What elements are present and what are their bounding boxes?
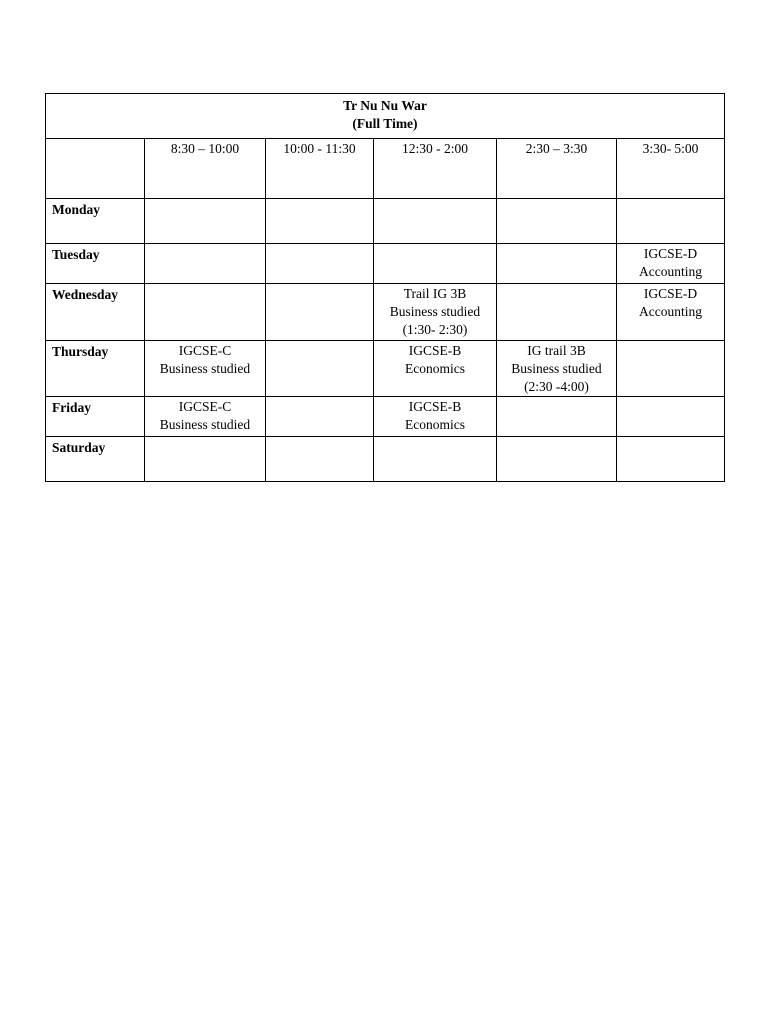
schedule-cell — [617, 397, 725, 437]
schedule-cell — [145, 437, 266, 482]
schedule-cell — [145, 284, 266, 341]
class-entry — [374, 397, 496, 434]
class-entry — [266, 244, 373, 245]
class-entry-line: IGCSE-C — [178, 399, 232, 414]
schedule-cell — [617, 199, 725, 244]
class-entry — [374, 284, 496, 339]
class-entry — [617, 284, 724, 321]
schedule-cell — [266, 284, 374, 341]
schedule-cell — [374, 397, 497, 437]
time-slot-header: 12:30 - 2:00 — [374, 139, 497, 199]
time-slot-header-row — [46, 139, 725, 199]
class-entry — [266, 397, 373, 398]
schedule-cell — [266, 437, 374, 482]
class-entry — [374, 244, 496, 245]
class-entry — [497, 199, 616, 200]
schedule-cell — [145, 244, 266, 284]
time-slot-header: 8:30 – 10:00 — [145, 139, 266, 199]
class-entry-line: Economics — [405, 361, 465, 376]
timetable — [45, 93, 725, 482]
title-row — [46, 94, 725, 139]
corner-cell — [46, 139, 145, 199]
class-entry-line: Business studied — [159, 361, 251, 376]
class-entry-line: Business studied — [389, 304, 481, 319]
class-entry — [145, 284, 265, 285]
class-entry-line: (2:30 -4:00) — [524, 379, 589, 394]
class-entry-line: IGCSE-C — [178, 343, 232, 358]
schedule-cell — [617, 244, 725, 284]
class-entry-line: IG trail 3B — [527, 343, 586, 358]
schedule-cell — [374, 199, 497, 244]
schedule-cell — [617, 341, 725, 397]
day-row-thursday — [46, 341, 725, 397]
employment-type: (Full Time) — [352, 116, 418, 131]
timetable-title — [46, 94, 725, 139]
class-entry — [497, 437, 616, 438]
class-entry-line: Economics — [405, 417, 465, 432]
schedule-cell — [266, 244, 374, 284]
schedule-cell — [145, 397, 266, 437]
class-entry — [266, 284, 373, 285]
class-entry — [145, 437, 265, 438]
class-entry — [497, 341, 616, 396]
day-label: Wednesday — [46, 284, 145, 341]
schedule-cell — [374, 284, 497, 341]
schedule-cell — [266, 341, 374, 397]
day-row-friday — [46, 397, 725, 437]
day-label: Friday — [46, 397, 145, 437]
schedule-cell — [374, 244, 497, 284]
class-entry-line: (1:30- 2:30) — [402, 322, 468, 337]
class-entry — [617, 244, 724, 281]
day-row-wednesday — [46, 284, 725, 341]
class-entry — [145, 244, 265, 245]
time-slot-header: 3:30- 5:00 — [617, 139, 725, 199]
class-entry — [617, 437, 724, 438]
class-entry-line: Business studied — [511, 361, 602, 376]
class-entry-line: Business studied — [159, 417, 251, 432]
class-entry-line: IGCSE-B — [408, 343, 462, 358]
schedule-cell — [374, 341, 497, 397]
class-entry — [617, 341, 724, 342]
day-label: Tuesday — [46, 244, 145, 284]
class-entry-line: Accounting — [639, 264, 702, 279]
class-entry — [145, 341, 265, 378]
class-entry — [374, 199, 496, 200]
class-entry — [145, 397, 265, 434]
class-entry — [266, 341, 373, 342]
class-entry — [145, 199, 265, 200]
class-entry — [497, 397, 616, 398]
schedule-cell — [266, 397, 374, 437]
class-entry — [617, 397, 724, 398]
schedule-cell — [497, 284, 617, 341]
class-entry — [617, 199, 724, 200]
schedule-cell — [374, 437, 497, 482]
day-label: Saturday — [46, 437, 145, 482]
class-entry — [497, 244, 616, 245]
day-row-saturday — [46, 437, 725, 482]
day-label: Thursday — [46, 341, 145, 397]
class-entry-line: IGCSE-D — [643, 286, 698, 301]
schedule-cell — [497, 199, 617, 244]
class-entry-line: IGCSE-D — [643, 246, 698, 261]
schedule-cell — [145, 341, 266, 397]
schedule-cell — [497, 341, 617, 397]
class-entry-line: Accounting — [639, 304, 702, 319]
class-entry — [266, 199, 373, 200]
schedule-cell — [497, 244, 617, 284]
schedule-cell — [497, 397, 617, 437]
class-entry — [266, 437, 373, 438]
day-row-tuesday — [46, 244, 725, 284]
class-entry-line: IGCSE-B — [408, 399, 462, 414]
schedule-cell — [266, 199, 374, 244]
teacher-name: Tr Nu Nu War — [343, 98, 427, 113]
class-entry — [374, 437, 496, 438]
day-row-monday — [46, 199, 725, 244]
time-slot-header: 10:00 - 11:30 — [266, 139, 374, 199]
day-rows — [46, 199, 725, 482]
schedule-cell — [617, 284, 725, 341]
schedule-cell — [497, 437, 617, 482]
time-slot-header: 2:30 – 3:30 — [497, 139, 617, 199]
class-entry — [497, 284, 616, 285]
day-label: Monday — [46, 199, 145, 244]
schedule-cell — [617, 437, 725, 482]
schedule-cell — [145, 199, 266, 244]
class-entry — [374, 341, 496, 378]
class-entry-line: Trail IG 3B — [403, 286, 467, 301]
